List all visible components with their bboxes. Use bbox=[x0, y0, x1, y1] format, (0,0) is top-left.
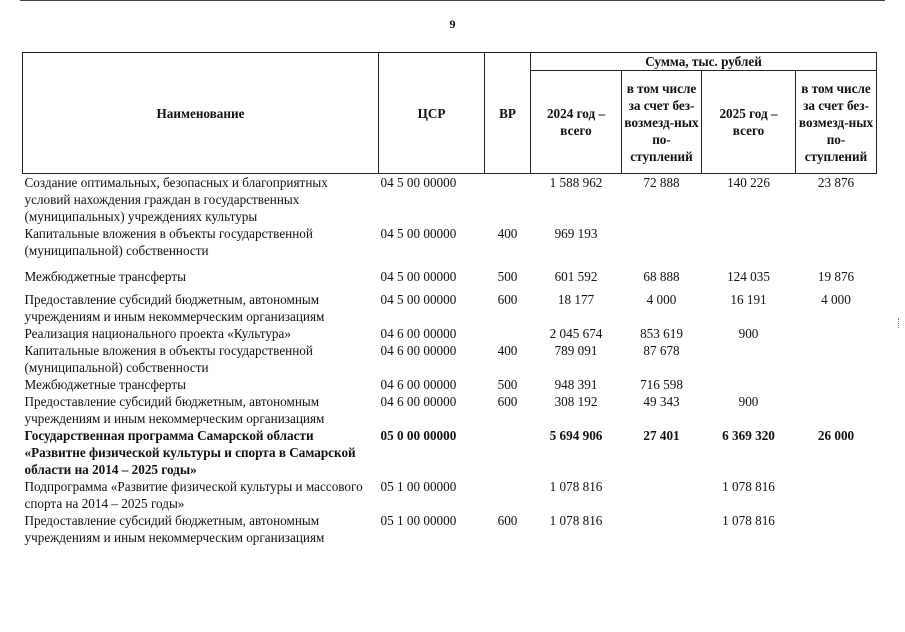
row-name: Государственная программа Самарской области «Развитне физической культуры и спорта в Самарской области на 2014 – 2025 годы» bbox=[24, 428, 356, 477]
table-row bbox=[23, 376, 877, 393]
row-2024-total: 1 078 816 bbox=[549, 513, 603, 528]
row-name: Подпрограмма «Развитие физической культуры и массового спорта на 2014 – 2025 годы» bbox=[24, 479, 363, 511]
row-name: Предоставление субсидий бюджетным, автономным учреждениям и иным некоммерческим организациям bbox=[24, 292, 325, 324]
row-2024-total: 1 588 962 bbox=[549, 175, 603, 190]
row-csr: 05 1 00 00000 bbox=[380, 479, 457, 494]
header-sum-group: Сумма, тыс. рублей bbox=[531, 53, 877, 71]
table-row bbox=[23, 285, 877, 325]
row-2024-total: 18 177 bbox=[557, 292, 595, 307]
row-2025-gratis: 19 876 bbox=[817, 269, 855, 284]
row-2025-total bbox=[702, 225, 796, 259]
row-2024-gratis bbox=[622, 478, 702, 512]
row-name: Капитальные вложения в объекты государственной (муниципальной) собственности bbox=[24, 343, 313, 375]
row-csr: 04 5 00 00000 bbox=[380, 292, 457, 307]
row-2024-total: 789 091 bbox=[554, 343, 598, 358]
row-2024-gratis: 49 343 bbox=[643, 394, 680, 409]
row-2024-gratis: 716 598 bbox=[640, 377, 683, 392]
row-csr: 04 5 00 00000 bbox=[380, 269, 457, 284]
row-2024-gratis: 27 401 bbox=[643, 428, 680, 443]
row-2024-gratis: 68 888 bbox=[643, 269, 680, 284]
header-csr: ЦСР bbox=[379, 53, 485, 174]
row-2025-total: 6 369 320 bbox=[722, 428, 775, 443]
table-body bbox=[23, 174, 877, 547]
row-name: Межбюджетные трансферты bbox=[24, 377, 186, 392]
row-2025-gratis bbox=[796, 325, 877, 342]
table-row bbox=[23, 393, 877, 427]
row-2025-gratis: 23 876 bbox=[817, 175, 855, 190]
row-vr: 500 bbox=[497, 269, 518, 284]
row-vr bbox=[485, 325, 531, 342]
row-2025-gratis bbox=[796, 512, 877, 546]
row-2025-gratis: 26 000 bbox=[817, 428, 855, 443]
header-name: Наименование bbox=[23, 53, 379, 174]
row-2025-gratis bbox=[796, 478, 877, 512]
table-row-program bbox=[23, 427, 877, 478]
row-2024-total: 969 193 bbox=[554, 226, 598, 241]
row-csr: 04 6 00 00000 bbox=[380, 394, 457, 409]
row-2024-gratis: 72 888 bbox=[643, 175, 680, 190]
row-vr: 500 bbox=[497, 377, 518, 392]
row-name: Создание оптимальных, безопасных и благоприятных условий нахождения граждан в государственных (муниципальных) учреждениях культуры bbox=[24, 175, 328, 224]
table-row bbox=[23, 342, 877, 376]
row-2024-gratis: 87 678 bbox=[643, 343, 680, 358]
row-vr bbox=[485, 478, 531, 512]
row-2024-gratis bbox=[622, 225, 702, 259]
row-name: Капитальные вложения в объекты государственной (муниципальной) собственности bbox=[24, 226, 313, 258]
table-row bbox=[23, 225, 877, 259]
row-2025-gratis bbox=[796, 342, 877, 376]
row-2024-gratis bbox=[622, 512, 702, 546]
row-2025-gratis bbox=[796, 225, 877, 259]
row-vr: 400 bbox=[497, 343, 518, 358]
row-2024-gratis: 853 619 bbox=[640, 326, 683, 341]
budget-table bbox=[22, 52, 877, 546]
table-row bbox=[23, 259, 877, 285]
scan-edge-mark bbox=[898, 318, 902, 328]
header-2024-total: 2024 год – всего bbox=[531, 71, 622, 174]
row-name: Предоставление субсидий бюджетным, автономным учреждениям и иным некоммерческим организациям bbox=[24, 513, 325, 545]
row-2025-total: 140 226 bbox=[727, 175, 770, 190]
header-2025-total: 2025 год – всего bbox=[702, 71, 796, 174]
row-csr: 04 6 00 00000 bbox=[380, 326, 457, 341]
table-row bbox=[23, 174, 877, 226]
header-2025-gratis: в том числе за счет без-возмезд-ных по-ступлений bbox=[796, 71, 877, 174]
row-csr: 04 6 00 00000 bbox=[380, 377, 457, 392]
row-2025-total bbox=[702, 376, 796, 393]
top-rule bbox=[20, 0, 885, 1]
row-2025-total: 900 bbox=[738, 326, 759, 341]
row-vr: 600 bbox=[497, 513, 518, 528]
row-vr: 600 bbox=[497, 394, 518, 409]
row-2025-total: 124 035 bbox=[727, 269, 770, 284]
row-2025-gratis bbox=[796, 393, 877, 427]
row-csr: 04 5 00 00000 bbox=[380, 226, 457, 241]
table-row bbox=[23, 325, 877, 342]
row-vr: 400 bbox=[497, 226, 518, 241]
row-vr: 600 bbox=[497, 292, 518, 307]
row-2025-total: 16 191 bbox=[730, 292, 767, 307]
row-2025-gratis bbox=[796, 376, 877, 393]
page-number: 9 bbox=[449, 17, 456, 31]
table-header bbox=[23, 53, 877, 174]
row-csr: 04 5 00 00000 bbox=[380, 175, 457, 190]
row-csr: 04 6 00 00000 bbox=[380, 343, 457, 358]
header-vr: ВР bbox=[485, 53, 531, 174]
row-2025-gratis: 4 000 bbox=[821, 292, 851, 307]
row-name: Предоставление субсидий бюджетным, автономным учреждениям и иным некоммерческим организациям bbox=[24, 394, 325, 426]
row-2025-total: 900 bbox=[738, 394, 759, 409]
row-2024-total: 2 045 674 bbox=[549, 326, 603, 341]
row-vr bbox=[485, 427, 531, 478]
row-2025-total bbox=[702, 342, 796, 376]
row-2025-total: 1 078 816 bbox=[722, 479, 775, 494]
row-2024-gratis: 4 000 bbox=[646, 292, 677, 307]
table-row bbox=[23, 478, 877, 512]
row-vr bbox=[485, 174, 531, 226]
header-2024-gratis: в том числе за счет без-возмезд-ных по-ступлений bbox=[622, 71, 702, 174]
row-2024-total: 601 592 bbox=[554, 269, 598, 284]
row-2024-total: 948 391 bbox=[554, 377, 598, 392]
row-2025-total: 1 078 816 bbox=[722, 513, 775, 528]
row-name: Межбюджетные трансферты bbox=[24, 269, 186, 284]
row-csr: 05 1 00 00000 bbox=[380, 513, 457, 528]
row-2024-total: 5 694 906 bbox=[549, 428, 603, 443]
table-row bbox=[23, 512, 877, 546]
row-2024-total: 1 078 816 bbox=[549, 479, 603, 494]
row-csr: 05 0 00 00000 bbox=[380, 428, 457, 443]
row-2024-total: 308 192 bbox=[554, 394, 598, 409]
row-name: Реализация национального проекта «Культура» bbox=[24, 326, 291, 341]
